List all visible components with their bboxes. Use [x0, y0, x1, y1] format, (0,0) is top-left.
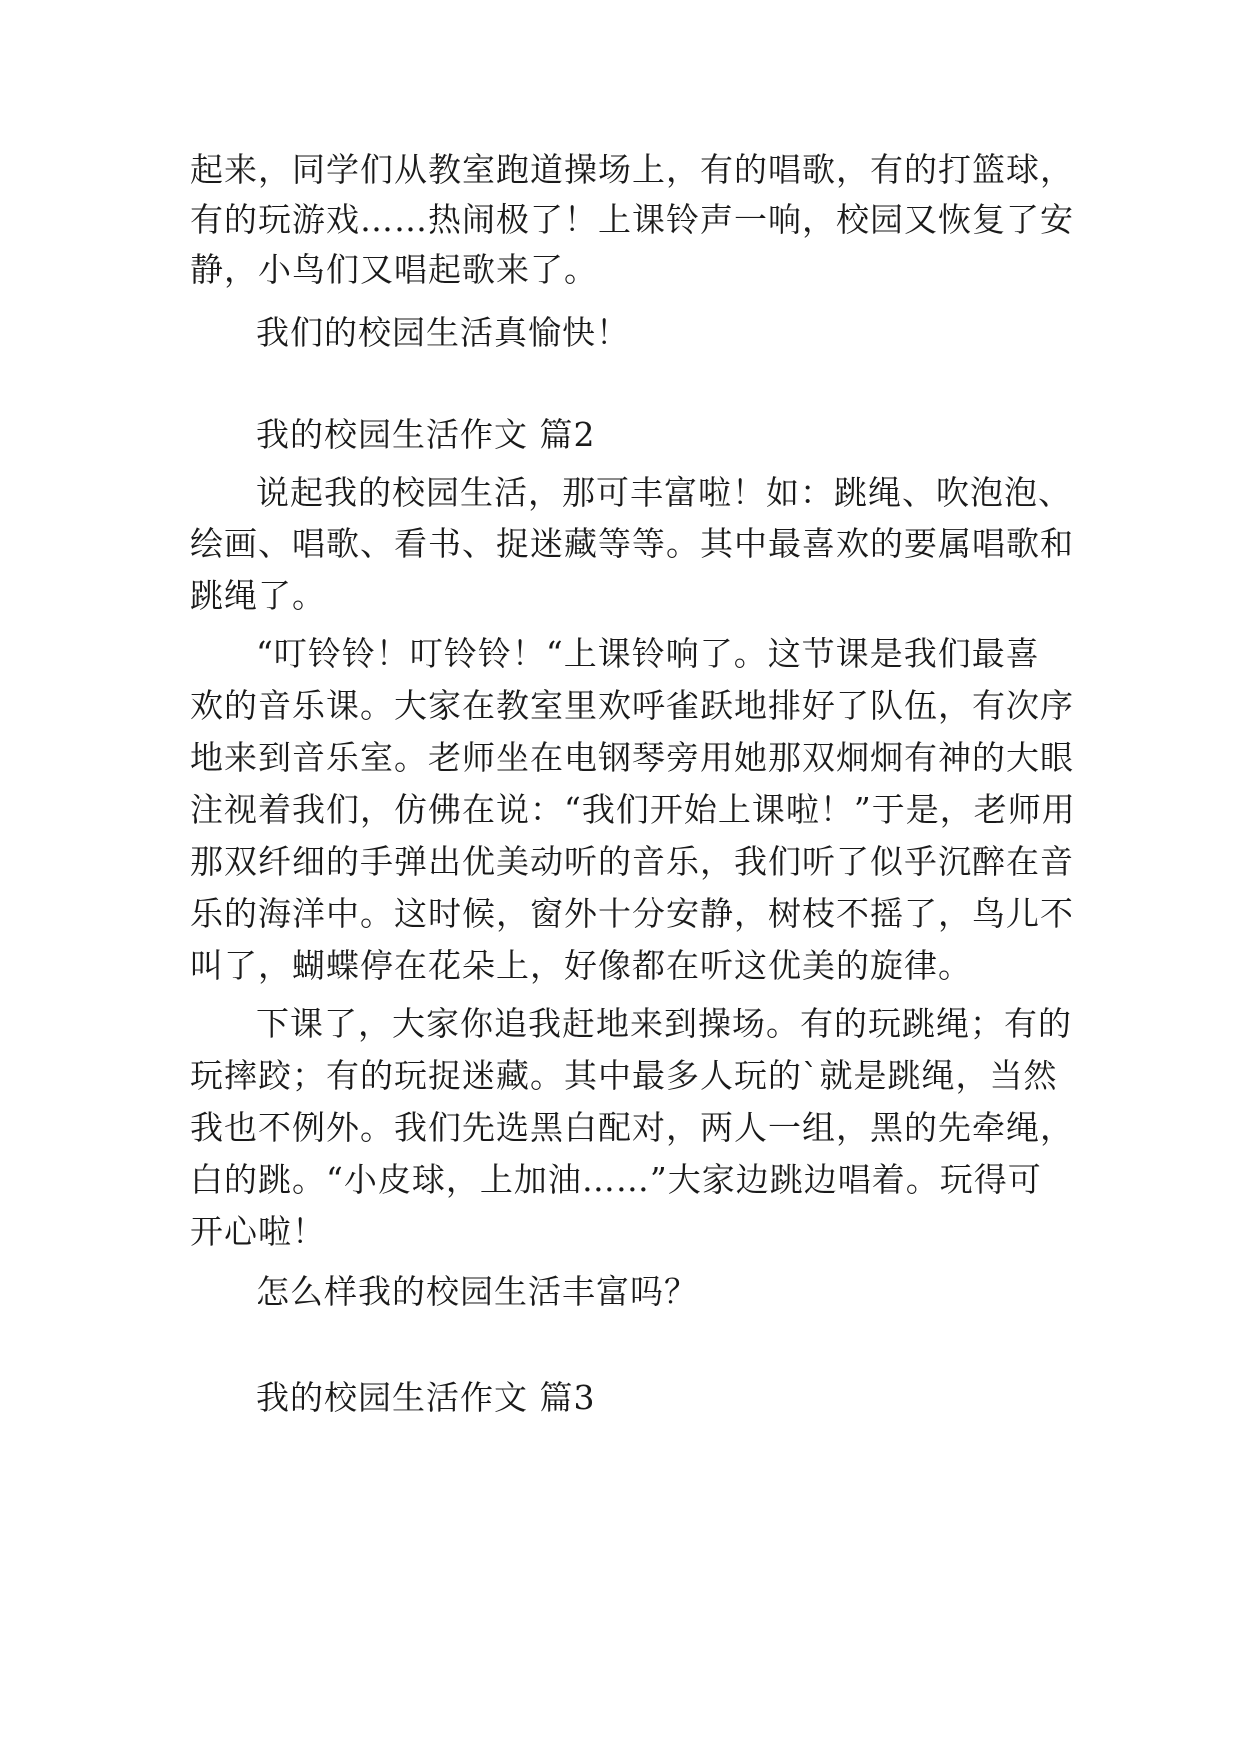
- text-line: 地来到音乐室。老师坐在电钢琴旁用她那双炯炯有神的大眼: [190, 738, 1074, 777]
- text-line: 绘画、唱歌、看书、捉迷藏等等。其中最喜欢的要属唱歌和: [190, 524, 1074, 563]
- text-line: 叫了，蝴蝶停在花朵上，好像都在听这优美的旋律。: [190, 946, 972, 985]
- paragraph-line: 说起我的校园生活，那可丰富啦！如：跳绳、吹泡泡、: [256, 473, 1072, 512]
- paragraph-line: 怎么样我的校园生活丰富吗？: [256, 1272, 698, 1311]
- section-heading: 我的校园生活作文 篇3: [256, 1378, 596, 1417]
- text-line: 我也不例外。我们先选黑白配对，两人一组，黑的先牵绳，: [190, 1108, 1074, 1147]
- text-line: 白的跳。“小皮球，上加油……”大家边跳边唱着。玩得可: [190, 1160, 1042, 1199]
- text-line: 欢的音乐课。大家在教室里欢呼雀跃地排好了队伍，有次序: [190, 686, 1074, 725]
- text-line: 起来，同学们从教室跑道操场上，有的唱歌，有的打篮球，: [190, 150, 1074, 189]
- text-line: 乐的海洋中。这时候，窗外十分安静，树枝不摇了，鸟儿不: [190, 894, 1074, 933]
- paragraph-line: 我们的校园生活真愉快！: [256, 313, 630, 352]
- text-line: 开心啦！: [190, 1212, 326, 1251]
- text-line: 跳绳了。: [190, 576, 326, 615]
- section-heading: 我的校园生活作文 篇2: [256, 415, 596, 454]
- paragraph-line: 下课了，大家你追我赶地来到操场。有的玩跳绳；有的: [256, 1004, 1072, 1043]
- paragraph-line: “叮铃铃！叮铃铃！“上课铃响了。这节课是我们最喜: [256, 634, 1040, 673]
- text-line: 玩摔跤；有的玩捉迷藏。其中最多人玩的`就是跳绳，当然: [190, 1056, 1058, 1095]
- text-line: 静，小鸟们又唱起歌来了。: [190, 250, 598, 289]
- text-line: 有的玩游戏……热闹极了！上课铃声一响，校园又恢复了安: [190, 200, 1074, 239]
- text-line: 那双纤细的手弹出优美动听的音乐，我们听了似乎沉醉在音: [190, 842, 1074, 881]
- text-line: 注视着我们，仿佛在说：“我们开始上课啦！”于是，老师用: [190, 790, 1076, 829]
